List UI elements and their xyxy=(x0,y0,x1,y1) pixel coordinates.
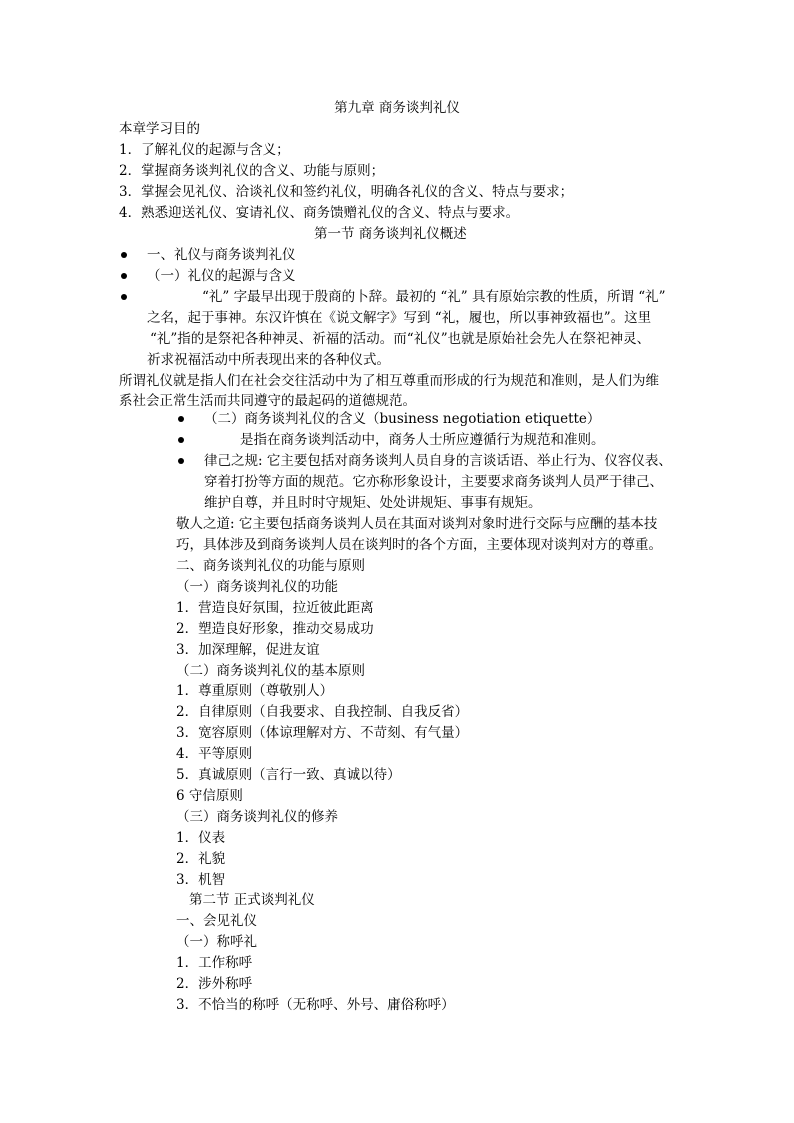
bullet-text: （一）礼仪的起源与含义 xyxy=(147,268,296,284)
bullet-icon xyxy=(178,458,184,464)
section-title: 第二节 正式谈判礼仪 xyxy=(189,892,315,908)
outline-item: 一、会见礼仪 xyxy=(176,913,257,929)
paragraph-line: “礼” 字最早出现于殷商的卜辞。最初的 “礼” 具有原始宗教的性质，所谓 “礼” xyxy=(202,289,666,305)
paragraph-line: “礼”指的是祭祀各种神灵、祈福的活动。而“礼仪”也就是原始社会先人在祭祀神灵、 xyxy=(150,331,651,347)
outline-item: 6 守信原则 xyxy=(176,788,243,804)
paragraph-line: 祈求祝福活动中所表现出来的各种仪式。 xyxy=(147,352,390,368)
outline-item: 2．涉外称呼 xyxy=(176,976,253,992)
outline-item: 3．加深理解，促进友谊 xyxy=(176,642,320,658)
bullet-text: 是指在商务谈判活动中，商务人士所应遵循行为规范和准则。 xyxy=(240,432,605,448)
bullet-icon xyxy=(178,437,184,443)
bullet-icon xyxy=(121,273,127,279)
objective-item: 1．了解礼仪的起源与含义； xyxy=(119,142,290,158)
paragraph-line: 巧，具体涉及到商务谈判人员在谈判时的各个方面，主要体现对谈判对方的尊重。 xyxy=(176,537,662,553)
bullet-text: 穿着打扮等方面的规范。它亦称形象设计，主要要求商务谈判人员严于律己、 xyxy=(204,474,663,490)
outline-item: 5．真诚原则（言行一致、真诚以待） xyxy=(176,767,401,783)
bullet-icon xyxy=(121,252,127,258)
objectives-heading: 本章学习目的 xyxy=(119,121,200,137)
section-title: 第一节 商务谈判礼仪概述 xyxy=(314,226,467,242)
paragraph-line: 所谓礼仪就是指人们在社会交往活动中为了相互尊重而形成的行为规范和准则，是人们为维 xyxy=(119,373,659,389)
outline-item: 3．机智 xyxy=(176,872,226,888)
outline-item: 2．礼貌 xyxy=(176,851,226,867)
bullet-text: 维护自尊，并且时时守规矩、处处讲规矩、事事有规矩。 xyxy=(204,495,542,511)
outline-item: （三）商务谈判礼仪的修养 xyxy=(176,809,338,825)
outline-item: 1．营造良好氛围，拉近彼此距离 xyxy=(176,600,374,616)
outline-item: 3．不恰当的称呼（无称呼、外号、庸俗称呼） xyxy=(176,997,455,1013)
chapter-title: 第九章 商务谈判礼仪 xyxy=(334,100,460,116)
outline-item: 1．仪表 xyxy=(176,830,226,846)
paragraph-line: 系社会正常生活而共同遵守的最起码的道德规范。 xyxy=(119,393,416,409)
outline-item: （一）商务谈判礼仪的功能 xyxy=(176,579,338,595)
bullet-text: 律己之规: 它主要包括对商务谈判人员自身的言谈话语、举止行为、仪容仪表、 xyxy=(204,453,672,469)
outline-item: 2．塑造良好形象，推动交易成功 xyxy=(176,621,374,637)
paragraph-line: 之名，起于事神。东汉许慎在《说文解字》写到 “礼，履也，所以事神致福也”。这里 xyxy=(147,310,652,326)
outline-item: 3．宽容原则（体谅理解对方、不苛刻、有气量） xyxy=(176,725,469,741)
objective-item: 2．掌握商务谈判礼仪的含义、功能与原则； xyxy=(119,163,385,179)
objective-item: 3．掌握会见礼仪、洽谈礼仪和签约礼仪，明确各礼仪的含义、特点与要求； xyxy=(119,184,574,200)
bullet-icon xyxy=(121,294,127,300)
bullet-text: 一、礼仪与商务谈判礼仪 xyxy=(147,247,296,263)
bullet-text: （二）商务谈判礼仪的含义（business negotiation etiquette） xyxy=(204,411,601,427)
outline-item: 2．自律原则（自我要求、自我控制、自我反省） xyxy=(176,704,469,720)
outline-item: 4．平等原则 xyxy=(176,746,253,762)
outline-item: 1．工作称呼 xyxy=(176,955,253,971)
bullet-icon xyxy=(178,416,184,422)
outline-item: 二、商务谈判礼仪的功能与原则 xyxy=(176,558,365,574)
objective-item: 4．熟悉迎送礼仪、宴请礼仪、商务馈赠礼仪的含义、特点与要求。 xyxy=(119,205,520,221)
outline-item: （一）称呼礼 xyxy=(176,934,257,950)
outline-item: 1．尊重原则（尊敬别人） xyxy=(176,683,334,699)
outline-item: （二）商务谈判礼仪的基本原则 xyxy=(176,663,365,679)
paragraph-line: 敬人之道: 它主要包括商务谈判人员在其面对谈判对象时进行交际与应酬的基本技 xyxy=(176,516,658,532)
